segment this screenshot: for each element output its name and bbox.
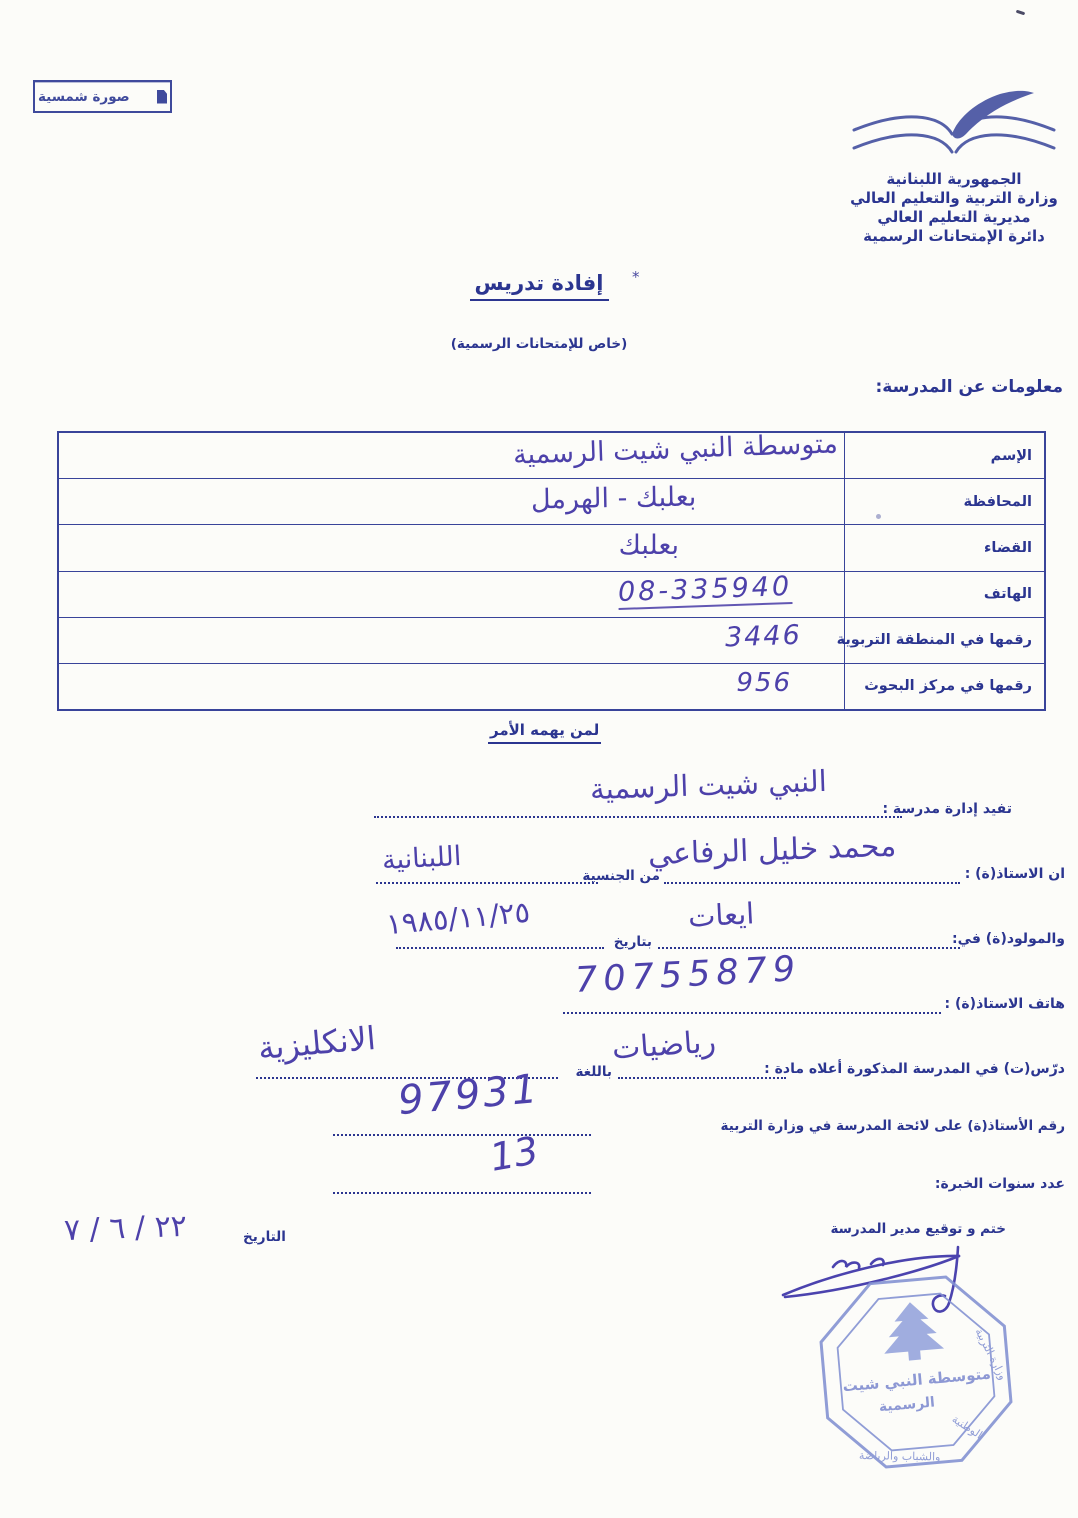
handwritten-teacher-name: محمد خليل الرفاعي bbox=[647, 828, 897, 873]
scan-speck bbox=[1016, 10, 1025, 16]
school-info-table bbox=[57, 428, 1046, 711]
stamp-ring-text: وزارة التربية bbox=[972, 1326, 1010, 1383]
handwritten-district: بعلبك bbox=[618, 530, 679, 562]
ministry-line: الجمهورية اللبنانية bbox=[886, 170, 1022, 188]
photo-stamp-box bbox=[33, 80, 172, 113]
handwritten-subject: رياضيات bbox=[610, 1024, 717, 1067]
stamp-ring-text: والشباب والرياضة bbox=[858, 1449, 941, 1464]
row-label-research-number: رقمها في مركز البحوث bbox=[844, 664, 1044, 709]
row-value-cell bbox=[59, 479, 844, 524]
scan-speck bbox=[876, 514, 881, 519]
title-asterisk-mark: * bbox=[632, 268, 640, 286]
table-row bbox=[59, 524, 1044, 570]
row-label-phone: الهاتف bbox=[844, 572, 1044, 617]
page-title: إفادة تدريس bbox=[0, 271, 1078, 295]
ministry-header bbox=[845, 170, 1063, 246]
school-info-section-title: معلومات عن المدرسة: bbox=[875, 377, 1063, 397]
page-subtitle: (خاص للإمتحانات الرسمية) bbox=[450, 336, 628, 352]
row-value-cell bbox=[59, 525, 844, 570]
handwritten-school-name: متوسطة النبي شيت الرسمية bbox=[512, 428, 839, 471]
cedar-tree-icon bbox=[880, 1300, 945, 1363]
row-value-cell bbox=[59, 428, 844, 478]
ministry-line: مديرية التعليم العالي bbox=[877, 208, 1031, 226]
handwritten-admin-school: النبي شيت الرسمية bbox=[589, 763, 828, 807]
official-school-stamp bbox=[782, 1262, 1050, 1484]
handwritten-nationality: اللبنانية bbox=[381, 840, 463, 877]
language-label: باللغة bbox=[575, 1064, 612, 1080]
row-value-cell bbox=[59, 664, 844, 709]
handwritten-district-number: 3446 bbox=[724, 619, 803, 654]
handwritten-school-phone: 08-335940 bbox=[617, 570, 793, 608]
handwritten-research-number: 956 bbox=[736, 667, 792, 698]
handwritten-experience-years: 13 bbox=[486, 1128, 542, 1180]
quill-icon bbox=[952, 91, 1034, 139]
experience-label: عدد سنوات الخبرة: bbox=[934, 1176, 1065, 1192]
stamp-school-name-2: الرسمية bbox=[878, 1394, 936, 1416]
row-value-cell bbox=[59, 618, 844, 663]
dotted-line bbox=[333, 1168, 591, 1194]
principal-stamp-signature-label: ختم و توقيع مدير المدرسة bbox=[830, 1221, 1006, 1237]
ministry-line: وزارة التربية والتعليم العالي bbox=[850, 189, 1058, 207]
row-value-cell bbox=[59, 572, 844, 617]
handwritten-birthdate: ١٩٨٥/١١/٢٥ bbox=[384, 894, 532, 942]
table-row bbox=[59, 663, 1044, 709]
stamp-school-name: متوسطة النبي شيت bbox=[841, 1364, 992, 1396]
handwritten-teacher-phone: 70755879 bbox=[574, 949, 803, 1001]
handwritten-language: الانكليزية bbox=[256, 1018, 378, 1068]
table-row bbox=[59, 571, 1044, 617]
row-label-district: القضاء bbox=[844, 525, 1044, 570]
row-label-name: الإسم bbox=[844, 433, 1044, 478]
table-row bbox=[59, 478, 1044, 524]
school-admin-label: تفيد إدارة مدرسة : bbox=[882, 801, 1012, 817]
date-label: التاريخ bbox=[243, 1229, 286, 1245]
born-label: والمولود(ة) في: bbox=[951, 931, 1065, 947]
table-row bbox=[59, 428, 1044, 478]
roster-number-label: رقم الأستاذ(ة) على لائحة المدرسة في وزارة التربية bbox=[720, 1118, 1065, 1134]
birthdate-label: بتاريخ bbox=[613, 934, 652, 950]
taught-subject-label: درّس(ت) في المدرسة المذكورة أعلاه مادة : bbox=[764, 1061, 1065, 1077]
handwritten-date: ٢٢ / ٦ / ٧ bbox=[63, 1208, 188, 1249]
nationality-label: من الجنسية bbox=[582, 868, 660, 884]
handwritten-birthplace: ايعات bbox=[687, 896, 756, 934]
to-whom-heading: لمن يهمه الأمر bbox=[488, 721, 601, 739]
teacher-label: ان الاستاذ(ة) : bbox=[964, 866, 1065, 882]
photo-box-label: صورة شمسية bbox=[38, 88, 130, 105]
document-icon bbox=[157, 90, 167, 104]
row-label-district-number: رقمها في المنطقة التربوية bbox=[844, 618, 1044, 663]
row-label-governorate: المحافظة bbox=[844, 479, 1044, 524]
ministry-line: دائرة الإمتحانات الرسمية bbox=[863, 227, 1045, 245]
handwritten-roster-number: 97931 bbox=[396, 1065, 542, 1125]
stamp-ring-text: الوطنية bbox=[949, 1412, 985, 1442]
handwritten-governorate: بعلبك - الهرمل bbox=[530, 481, 697, 516]
teacher-phone-label: هاتف الاستاذ(ة) : bbox=[944, 996, 1065, 1012]
ministry-book-logo-icon bbox=[848, 90, 1060, 170]
table-row bbox=[59, 617, 1044, 663]
